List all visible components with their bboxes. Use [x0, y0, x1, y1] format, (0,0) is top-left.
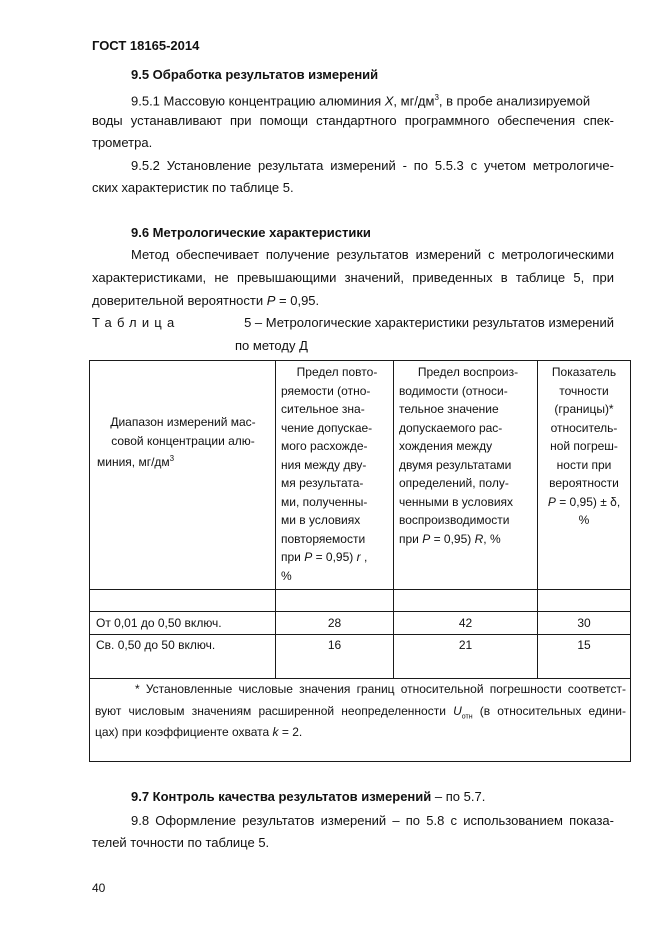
para-9-6-line1: Метод обеспечивает получение результатов измерений с метрологическими	[131, 247, 614, 262]
unit-text: , мг/дм	[393, 93, 435, 109]
header-line: точности	[559, 383, 609, 398]
footnote-text: = 2.	[278, 725, 303, 739]
header-line: хождения между	[399, 439, 493, 453]
variable-p: P	[422, 531, 431, 546]
header-line	[399, 530, 537, 549]
header-line	[92, 450, 274, 472]
header-line: ной погреш-	[550, 439, 618, 453]
variable-u: U	[453, 704, 462, 718]
variable-r: r	[356, 550, 361, 564]
para-9-5-1-line1	[131, 87, 614, 112]
header-line: Предел повто-	[296, 365, 378, 379]
para-text: = 0,95.	[275, 293, 320, 308]
para-9-6-line3	[92, 290, 319, 312]
header-line: ми, полученны-	[281, 494, 368, 509]
table-row-2-range: Св. 0,50 до 50 включ.	[96, 638, 216, 652]
header-line: двумя результатами	[399, 457, 512, 472]
header-line: вероятности	[549, 476, 619, 490]
page-number: 40	[92, 881, 106, 895]
header-line: %	[578, 513, 590, 527]
header-line	[281, 548, 393, 567]
header-line: допускаемого рас-	[399, 420, 503, 435]
header-line: сительное зна-	[281, 402, 365, 416]
header-text: = 0,95) ± δ,	[555, 494, 621, 509]
header-line: ния между дву-	[281, 457, 367, 472]
header-text: при	[281, 550, 305, 564]
header-line: совой концентрации алю-	[111, 433, 255, 448]
header-line: повторяемости	[281, 531, 366, 546]
superscript: 3	[169, 454, 175, 463]
header-line: ченными в условиях	[399, 494, 514, 509]
table-border-top	[89, 360, 631, 361]
section-9-7-tail: – по 5.7.	[431, 789, 486, 804]
col-header-accuracy	[539, 363, 629, 530]
table-border-bottom	[89, 761, 631, 762]
variable-p: P	[266, 293, 276, 308]
table-row-1-range: От 0,01 до 0,50 включ.	[96, 616, 222, 630]
para-text: , в пробе анализируемой	[438, 93, 591, 109]
table-row-line	[89, 634, 631, 635]
table-border-right	[630, 360, 631, 762]
header-text: = 0,95)	[430, 531, 475, 546]
header-line: мя результата-	[281, 476, 364, 490]
para-text: доверительной вероятности	[92, 293, 267, 308]
table-row-2-reproducibility: 21	[458, 638, 473, 652]
header-text: миния, мг/дм	[97, 455, 170, 469]
subscript: отн	[461, 713, 473, 721]
header-text: = 0,95)	[312, 550, 357, 564]
para-9-5-2-line1: 9.5.2 Установление результата измерений - по 5.5.3 с учетом метрологиче-	[131, 158, 614, 173]
header-line: Предел воспроиз-	[417, 365, 519, 379]
header-line: определений, полу-	[399, 476, 509, 490]
section-9-7-heading: 9.7 Контроль качества результатов измерений	[131, 789, 432, 804]
header-line: ряемости (отно-	[281, 383, 371, 398]
table-footnote-line3	[95, 721, 302, 743]
variable-x: X	[384, 93, 394, 109]
header-line: (границы)*	[554, 402, 614, 416]
variable-p: P	[304, 550, 313, 564]
section-9-6-heading: 9.6 Метрологические характеристики	[131, 225, 371, 240]
footnote-text: цах) при коэффициенте охвата	[95, 725, 273, 739]
header-line: %	[281, 568, 292, 583]
para-9-6-line2: характеристиками, не превышающими значений, приведенных в таблице 5, при	[92, 270, 614, 285]
table-footnote-line1: * Установленные числовые значения границ относительной погрешности соответст-	[135, 682, 626, 696]
header-line	[539, 493, 629, 512]
table-row-1-repeatability: 28	[327, 616, 342, 630]
para-9-8-line2: телей точности по таблице 5.	[92, 835, 270, 850]
para-text: 9.5.1 Массовую концентрацию алюминия	[131, 93, 385, 109]
header-line: относитель-	[550, 420, 618, 435]
header-line: чение допускае-	[281, 420, 373, 435]
header-line: тельное значение	[399, 402, 499, 416]
header-text: при	[399, 531, 423, 546]
table-row-1-accuracy: 30	[577, 616, 591, 630]
header-line: мого расхожде-	[281, 439, 368, 453]
header-line: Показатель	[551, 365, 617, 379]
table-row-1-reproducibility: 42	[458, 616, 473, 630]
para-9-8-line1: 9.8 Оформление результатов измерений – по 5.8 с использованием показа-	[131, 813, 614, 828]
variable-k: k	[272, 725, 279, 739]
header-line: воспроизводимости	[399, 513, 510, 527]
col-header-reproducibility	[399, 363, 537, 548]
table-caption-line2: по методу Д	[235, 338, 308, 353]
para-9-5-2-line2: ских характеристик по таблице 5.	[92, 180, 294, 195]
header-text: ,	[360, 550, 368, 564]
header-line: ности при	[556, 457, 612, 472]
para-9-5-1-line2: воды устанавливают при помощи стандартного программного обеспечения спек-	[92, 113, 614, 128]
variable-r: R	[474, 531, 484, 546]
section-9-5-heading: 9.5 Обработка результатов измерений	[131, 67, 379, 82]
table-caption-word: Таблица	[92, 315, 180, 330]
table-row-2-repeatability: 16	[327, 638, 342, 652]
table-row-line	[89, 611, 631, 612]
header-line: Диапазон измерений мас-	[110, 415, 256, 429]
col-header-range	[92, 413, 274, 472]
col-header-repeatability	[281, 363, 393, 585]
table-caption-rest: 5 – Метрологические характеристики результатов измерений	[244, 315, 614, 330]
table-divider	[89, 589, 631, 590]
section-9-7	[131, 786, 485, 808]
standard-id: ГОСТ 18165-2014	[92, 38, 200, 53]
table-row-2-accuracy: 15	[577, 638, 591, 652]
header-text: , %	[483, 531, 501, 546]
header-line: ми в условиях	[281, 513, 361, 527]
variable-p: P	[547, 494, 556, 509]
para-9-5-1-line3: трометра.	[92, 135, 153, 150]
superscript: 3	[434, 93, 439, 102]
table-border-left	[89, 360, 90, 762]
table-caption	[92, 315, 614, 330]
header-line: водимости (относи-	[399, 383, 508, 398]
footnote-text: вуют числовым значениям расширенной неопределенности	[95, 704, 454, 718]
footnote-text: (в относительных едини-	[472, 704, 626, 718]
